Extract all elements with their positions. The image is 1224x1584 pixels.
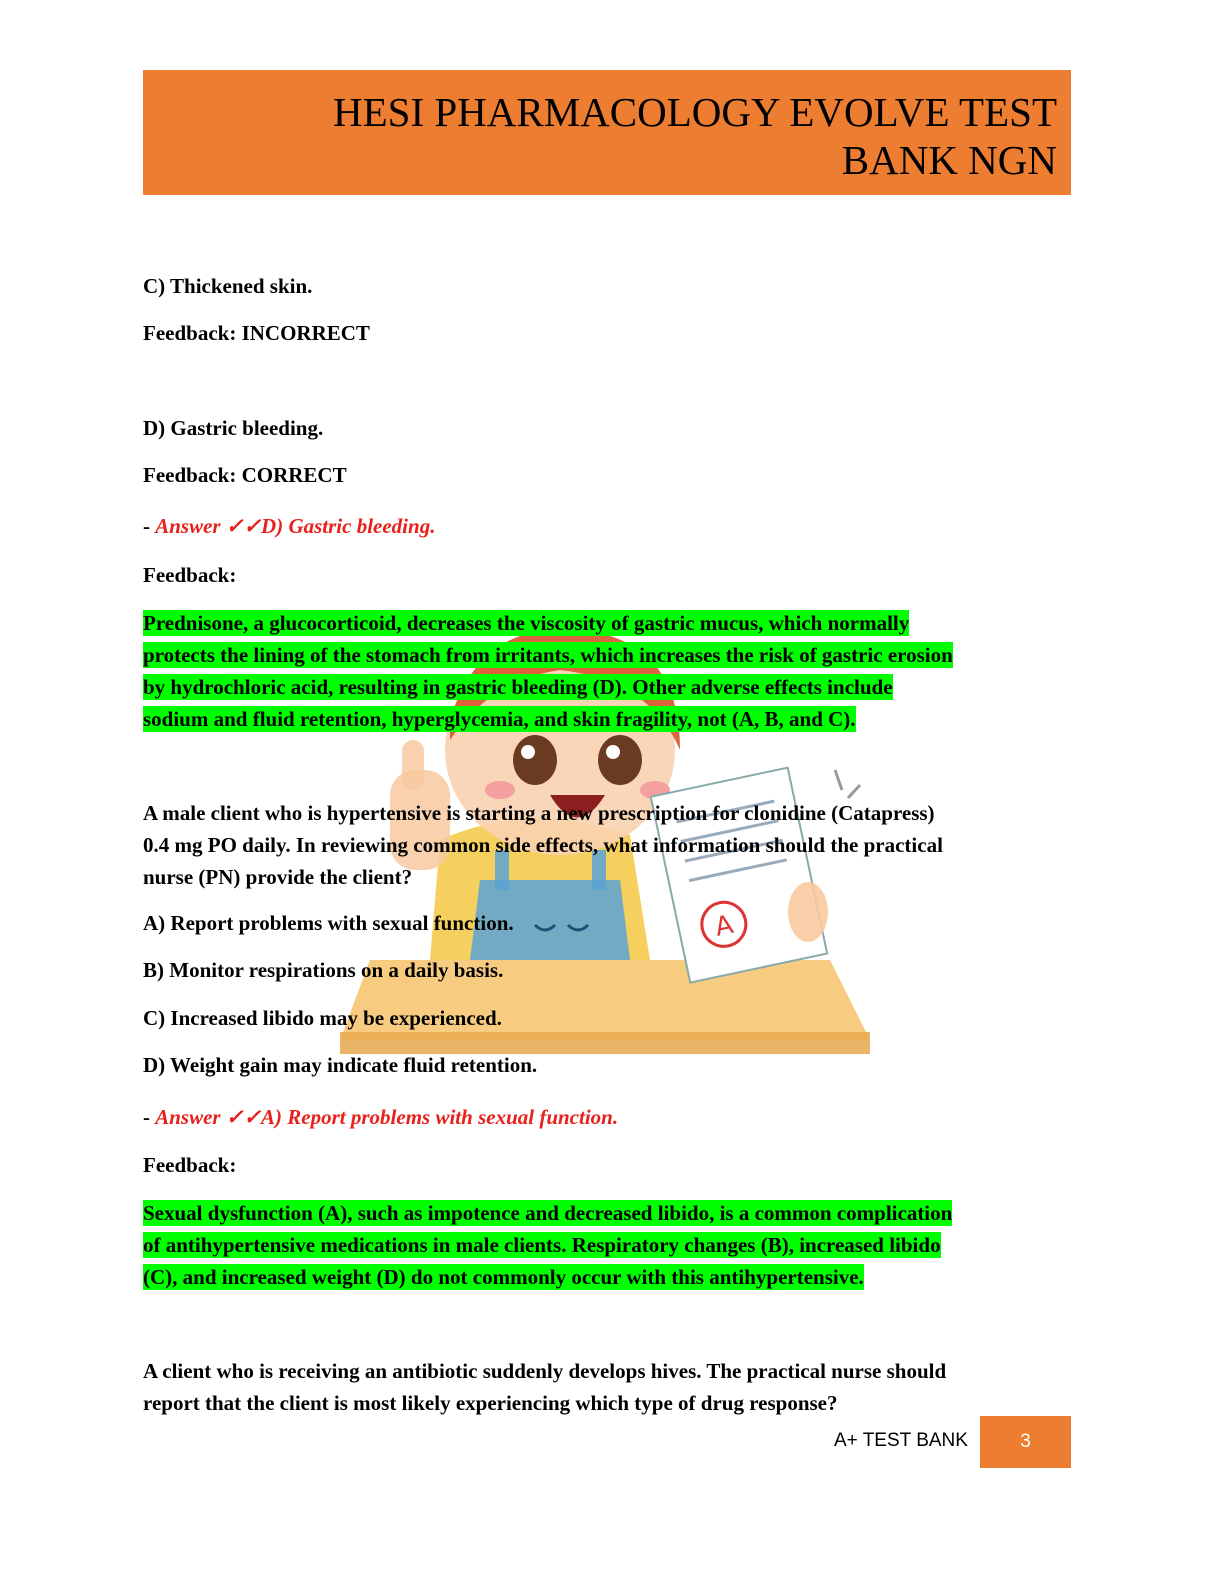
q1-explanation-line-1: Prednisone, a glucocorticoid, decreases the viscosity of gastric mucus, which normally xyxy=(143,611,910,635)
q2-option-b: B) Monitor respirations on a daily basis. xyxy=(143,958,504,982)
q2-option-c: C) Increased libido may be experienced. xyxy=(143,1006,502,1030)
q1-feedback-c: Feedback: INCORRECT xyxy=(143,321,370,345)
q1-option-c: C) Thickened skin. xyxy=(143,274,313,298)
q1-answer-dash: - xyxy=(143,514,156,538)
q1-option-d: D) Gastric bleeding. xyxy=(143,416,324,440)
title-line-1: HESI PHARMACOLOGY EVOLVE TEST xyxy=(333,89,1057,135)
q1-feedback-label: Feedback: xyxy=(143,563,237,587)
q2-question-line-1: A male client who is hypertensive is starting a new prescription for clonidine (Catapress) xyxy=(143,801,935,825)
q2-answer xyxy=(143,1101,618,1133)
q2-question-line-2: 0.4 mg PO daily. In reviewing common side effects, what information should the practical xyxy=(143,833,943,857)
q3-question xyxy=(143,1355,946,1419)
q2-feedback-label: Feedback: xyxy=(143,1153,237,1177)
q1-explanation-line-4: sodium and fluid retention, hyperglycemia, and skin fragility, not (A, B, and C). xyxy=(143,707,856,731)
q2-question xyxy=(143,797,943,893)
footer-label: A+ TEST BANK xyxy=(834,1430,968,1451)
q2-answer-text: Answer ✓✓A) Report problems with sexual function. xyxy=(155,1105,619,1129)
q1-answer xyxy=(143,510,435,542)
q2-answer-dash: - xyxy=(143,1105,156,1129)
header-banner xyxy=(143,70,1071,195)
q2-explanation xyxy=(143,1197,952,1293)
q3-question-line-1: A client who is receiving an antibiotic suddenly develops hives. The practical nurse should xyxy=(143,1359,947,1383)
q3-question-line-2: report that the client is most likely experiencing which type of drug response? xyxy=(143,1391,838,1415)
q2-question-line-3: nurse (PN) provide the client? xyxy=(143,865,413,889)
q1-feedback-d: Feedback: CORRECT xyxy=(143,463,347,487)
q2-option-a: A) Report problems with sexual function. xyxy=(143,911,514,935)
q1-explanation xyxy=(143,607,953,735)
document-title xyxy=(143,88,1057,184)
q2-option-d: D) Weight gain may indicate fluid retention. xyxy=(143,1053,538,1077)
page-number: 3 xyxy=(980,1416,1071,1468)
svg-text:A: A xyxy=(712,909,737,943)
q1-explanation-line-2: protects the lining of the stomach from irritants, which increases the risk of gastric erosion xyxy=(143,643,953,667)
q2-explanation-line-3: (C), and increased weight (D) do not commonly occur with this antihypertensive. xyxy=(143,1265,864,1289)
q2-explanation-line-1: Sexual dysfunction (A), such as impotence and decreased libido, is a common complication xyxy=(143,1201,953,1225)
q1-answer-text: Answer ✓✓D) Gastric bleeding. xyxy=(155,514,436,538)
q1-explanation-line-3: by hydrochloric acid, resulting in gastric bleeding (D). Other adverse effects include xyxy=(143,675,893,699)
q2-explanation-line-2: of antihypertensive medications in male clients. Respiratory changes (B), increased libido xyxy=(143,1233,941,1257)
title-line-2: BANK NGN xyxy=(841,137,1057,183)
